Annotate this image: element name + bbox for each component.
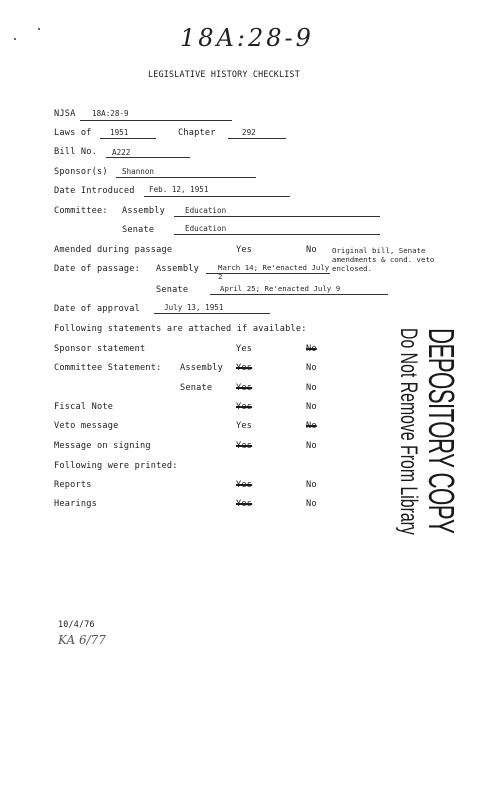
laws-label: Laws of (54, 128, 92, 138)
footer-date: 10/4/76 (58, 619, 95, 629)
stray-mark (14, 38, 16, 40)
statement-yes: Yes (236, 421, 253, 431)
statement-label: Message on signing (54, 441, 151, 451)
statement-no: No (306, 363, 317, 373)
stamp-line-2: Do Not Remove From Library (395, 328, 422, 535)
committee-senate-underline (174, 234, 380, 235)
passage-assembly-value: March 14; Re'enacted July 2 (218, 263, 330, 281)
printed-yes: Yes (236, 499, 253, 509)
date-introduced-value: Feb. 12, 1951 (149, 185, 209, 194)
statement-sublabel: Senate (180, 383, 213, 393)
committee-senate-value: Education (185, 224, 227, 233)
statement-label: Committee Statement: (54, 363, 162, 373)
printed-label: Hearings (54, 499, 97, 509)
statement-sublabel: Assembly (180, 363, 223, 373)
statement-no: No (306, 441, 317, 451)
passage-senate-underline (210, 294, 388, 295)
statement-no: No (306, 421, 317, 431)
printed-heading: Following were printed: (54, 461, 178, 471)
amended-yes: Yes (236, 245, 253, 255)
amended-label: Amended during passage (54, 245, 173, 255)
passage-senate-label: Senate (156, 285, 189, 295)
statement-label: Sponsor statement (54, 344, 146, 354)
date-approval-underline (154, 313, 270, 314)
committee-senate-label: Senate (122, 225, 155, 235)
statement-yes: Yes (236, 344, 253, 354)
committee-assembly-underline (174, 216, 380, 217)
sponsor-label: Sponsor(s) (54, 167, 108, 177)
stray-mark (38, 28, 40, 30)
statement-yes: Yes (236, 363, 253, 373)
committee-label: Committee: (54, 206, 108, 216)
statement-yes: Yes (236, 441, 253, 451)
footer-initials: KA 6/77 (58, 633, 106, 647)
passage-assembly-underline (206, 273, 330, 274)
page-title: LEGISLATIVE HISTORY CHECKLIST (148, 69, 301, 79)
laws-underline (100, 138, 156, 139)
sponsor-underline (116, 177, 256, 178)
statement-label: Veto message (54, 421, 119, 431)
printed-no: No (306, 499, 317, 509)
committee-assembly-value: Education (185, 206, 227, 215)
njsa-underline (80, 120, 232, 121)
date-approval-label: Date of approval (54, 304, 140, 314)
date-passage-label: Date of passage: (54, 264, 140, 274)
bill-underline (106, 157, 190, 158)
statement-no: No (306, 344, 317, 354)
handwritten-statute-number: 18A:28-9 (180, 24, 314, 52)
statement-no: No (306, 402, 317, 412)
amended-no: No (306, 245, 317, 255)
statement-yes: Yes (236, 402, 253, 412)
njsa-label: NJSA (54, 109, 76, 119)
depository-stamp (388, 328, 462, 566)
chapter-underline (228, 138, 286, 139)
date-introduced-label: Date Introduced (54, 186, 135, 196)
chapter-label: Chapter (178, 128, 216, 138)
passage-assembly-label: Assembly (156, 264, 199, 274)
printed-yes: Yes (236, 480, 253, 490)
amended-note: Original bill, Senate amendments & cond. veto enclosed. (332, 246, 435, 273)
chapter-value: 292 (242, 128, 256, 137)
stamp-line-1: DEPOSITORY COPY (421, 328, 462, 534)
attached-heading: Following statements are attached if available: (54, 324, 307, 334)
printed-no: No (306, 480, 317, 490)
njsa-value: 18A:28-9 (92, 109, 129, 118)
bill-value: A222 (112, 148, 131, 157)
statement-no: No (306, 383, 317, 393)
laws-value: 1951 (110, 128, 129, 137)
statement-label: Fiscal Note (54, 402, 114, 412)
printed-label: Reports (54, 480, 92, 490)
statement-yes: Yes (236, 383, 253, 393)
passage-senate-value: April 25; Re'enacted July 9 (220, 284, 341, 293)
sponsor-value: Shannon (122, 167, 155, 176)
date-introduced-underline (144, 196, 290, 197)
date-approval-value: July 13, 1951 (164, 303, 224, 312)
committee-assembly-label: Assembly (122, 206, 165, 216)
bill-label: Bill No. (54, 147, 97, 157)
